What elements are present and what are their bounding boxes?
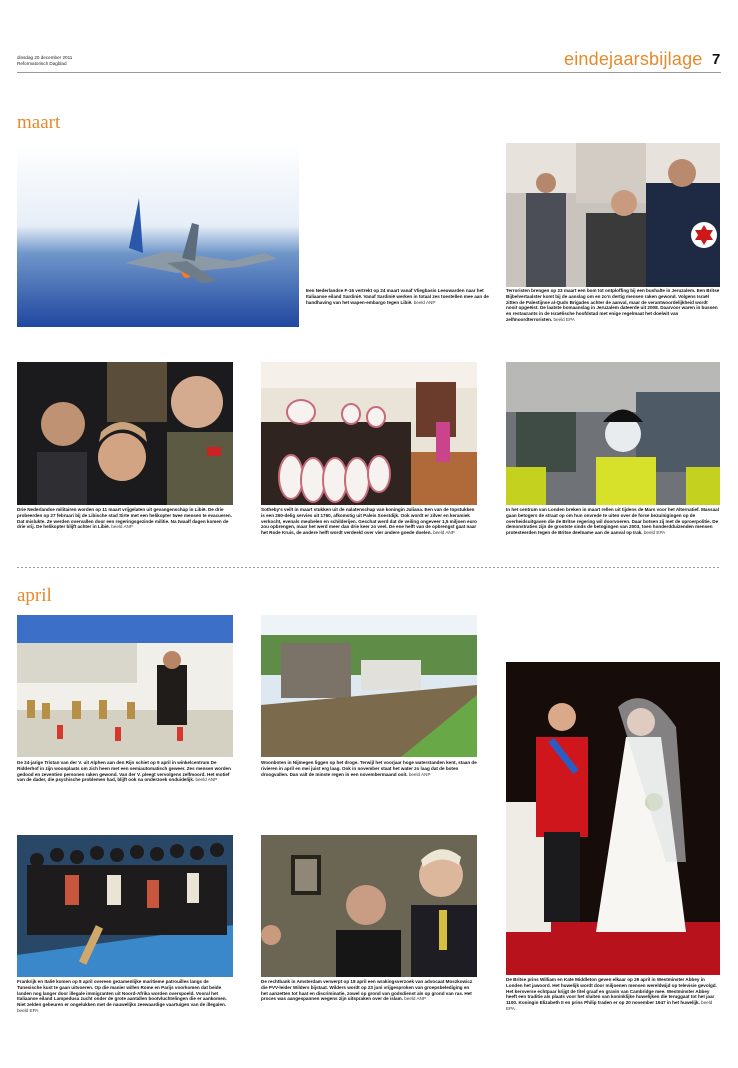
section-header-title: eindejaarsbijlage bbox=[564, 49, 703, 69]
credit-refugees: beeld EPA bbox=[17, 1007, 39, 1013]
photo-wilders bbox=[261, 835, 477, 977]
royal-wedding-photo-icon bbox=[506, 662, 720, 975]
caption-f16: Een Nederlandse F-16 vertrekt op 24 maart vanaf Vliegbasis Leeuwarden naar het Italiaanse eiland Sardinië. Vanaf Sardinië werken in totaal zes toestellen mee aan de handhaving van het wapen-embargo tegen Libië. beeld ANP bbox=[306, 288, 489, 305]
credit-alphen: beeld ANP bbox=[195, 777, 218, 783]
credit-london: beeld EPA bbox=[643, 530, 666, 536]
header-rule bbox=[17, 72, 721, 73]
released-soldiers-photo-icon bbox=[17, 362, 233, 505]
date-line: dinsdag 20 december 2011 bbox=[17, 55, 73, 60]
houseboats-photo-icon bbox=[261, 615, 477, 757]
section-title-april: april bbox=[17, 585, 52, 606]
court-wilders-photo-icon bbox=[261, 835, 477, 977]
photo-soldiers bbox=[17, 362, 233, 505]
credit-porcelain: beeld ANP bbox=[433, 530, 455, 536]
photo-porcelain bbox=[261, 362, 477, 505]
caption-nijmegen: Woonboten in Nijmegen liggen op het droge. Terwijl het voorjaar hoge waterstanden kent, staan de rivieren in april en mei juist erg laag. Ook in november staat het water zo laag dat de boten droogvallen. Dan valt de minste regen in een novembermaand ooit. beeld ANP bbox=[261, 760, 477, 777]
credit-f16: beeld ANP bbox=[413, 299, 436, 305]
credit-nijmegen: beeld ANP bbox=[408, 771, 431, 777]
photo-alphen bbox=[17, 615, 233, 757]
caption-london: In het centrum van Londen breken in maart rellen uit tijdens de Mars voor het Alternatief. Massaal gaan betogers de straat op om hun onvrede te uiten over de forse bezuinigingen op de overheidsuitgaven die de Britse regering wil doorvoeren. Daar botsen zij met de oproerpolitie. De demonstraties zijn de grootste sinds de betogingen van 2003, toen honderdduizenden mensen protesteerden tegen de Britse deelname aan de aanval op Irak. beeld EPA bbox=[506, 507, 719, 536]
page-number: 7 bbox=[712, 51, 721, 68]
refugee-boat-photo-icon bbox=[17, 835, 233, 977]
london-protest-photo-icon bbox=[506, 362, 720, 505]
caption-refugees: Frankrijk en Italië komen op 8 april overeen gezamenlijke maritieme patrouilles langs de Tunesische kust te gaan uitvoeren. Op die manier willen Rome en Parijs voorkomen dat beide landen nog langer door illegale immigranten uit Noord-Afrika worden overspoeld. Vooral het Italiaanse eiland Lampedusa zucht onder de grote aantallen bootvluchtelingen die er aankomen. Niet zelden gebeuren er ongelukken met de nauwelijks zeewaardige vaartuigen van de illegalen. beeld EPA bbox=[17, 979, 227, 1013]
caption-alphen: De 24-jarige Tristan van der V. uit Alphen aan den Rijn schiet op 9 april in winkelcentrum De Ridderhof in zijn woonplaats om zich heen met een semiautomatisch geweer. Zes mensen worden gedood en zeventien personen raken gewond. Van der V. pleegt vervolgens zelfmoord. Het motief van de dader, die psychische problemen had, blijft ook na onderzoek onduidelijk. beeld ANP bbox=[17, 760, 231, 783]
bomb-victims-photo-icon bbox=[506, 143, 720, 287]
header-date bbox=[17, 55, 72, 66]
caption-wedding: De Britse prins William en Kate Middleton geven elkaar op 29 april in Westminster Abbey in Londen het jawoord. Het huwelijk wordt door miljoenen mensen wereldwijd op televisie gevolgd. Het kersverse echtpaar krijgt de titel graaf en gravin van Cambridge mee. Westminster Abbey heeft een traditie als plaats voor het sluiten van koninklijke huwelijken die teruggaat tot het jaar 1100. Koningin Elizabeth II en prins Philip traden er op 20 november 1947 in het huwelijk. beeld EPA bbox=[506, 977, 717, 1011]
credit-wilders: beeld ANP bbox=[404, 996, 426, 1002]
credit-soldiers: beeld ANP bbox=[111, 524, 133, 530]
memorial-flowers-photo-icon bbox=[17, 615, 233, 757]
photo-refugees bbox=[17, 835, 233, 977]
caption-porcelain: Sotheby's veilt in maart stukken uit de nalatenschap van koningin Juliana. Een van de topstukken is een 260-delig servies uit 1760, afkomstig uit Paleis Soestdijk. Ook wordt er zilver en keramiek verkocht, evenals meubelen en schilderijen. Geschat werd dat de veiling ongeveer 1,5 miljoen euro zou opbrengen, maar het werd meer dan drie keer zo veel. De ene helft van de opbrengst gaat naar het Rode Kruis, de andere helft wordt verdeeld over vier andere goede doelen. beeld ANP bbox=[261, 507, 477, 536]
porcelain-auction-photo-icon bbox=[261, 362, 477, 505]
section-title-march: maart bbox=[17, 112, 61, 133]
caption-wilders: De rechtbank in Amsterdam verwerpt op 18 april een wrakingsverzoek van advocaat Moszkowicz die PVV-leider Wilders bijstaat. Wilders wordt op 23 juni vrijgesproken van groepsbelediging en het aanzetten tot haat en discriminatie, zowel op grond van godsdienst als op grond van ras. Het proces was aangespannen wegens zijn uitspraken over de islam. beeld ANP bbox=[261, 979, 473, 1002]
caption-jerusalem: Terroristen brengen op 23 maart een bom tot ontploffing bij een bushalte in Jeruzalem. Een Britse Bijbelvertaalster komt bij de aanslag om en zo'n dertig mensen raken gewond. Volgens Israël zitten de Palestijnse al-Quds Brigades achter de aanval, maar de verantwoordelijkheid wordt nooit opgeëist. De laatste bomaanslag in Jeruzalem dateerde uit 2008. Daarvoor waren in bussen en restaurants in de Israëlische hoofdstad met enige regelmaat het doelwit van zelfmoordterroristen. beeld EPA bbox=[506, 288, 720, 322]
caption-soldiers: Drie Nederlandse militairen worden op 11 maart vrijgelaten uit gevangenschap in Libië. De drie probeerden op 27 februari bij de Libische stad Sirte met een helikopter twee mensen te evacueren. Dat mislukte. Ze werden overvallen door een regeringsgezinde militie. Na twaalf dagen komen de drie vrij. De helikopter blijft achter in Libië. beeld ANP bbox=[17, 507, 232, 530]
photo-wedding bbox=[506, 662, 720, 975]
section-divider bbox=[17, 567, 721, 568]
credit-jerusalem: beeld EPA bbox=[553, 316, 575, 322]
credit-wedding: beeld EPA bbox=[506, 1000, 713, 1011]
paper-name: Reformatorisch Dagblad bbox=[17, 60, 67, 66]
photo-f16 bbox=[17, 143, 299, 327]
photo-london bbox=[506, 362, 720, 505]
photo-nijmegen bbox=[261, 615, 477, 757]
fighter-jet-photo-icon bbox=[17, 143, 299, 327]
photo-jerusalem bbox=[506, 143, 720, 287]
